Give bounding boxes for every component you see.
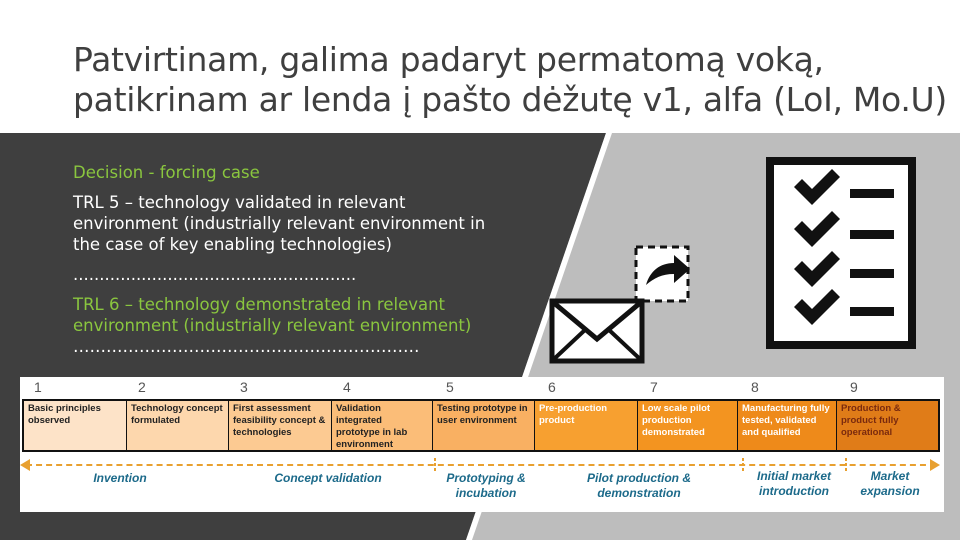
title-line-2: patikrinam ar lenda į pašto dėžutę v1, alfa (LoI, Mo.U): [73, 80, 947, 119]
phase-concept-validation: Concept validation: [274, 471, 382, 485]
trl-cell-5: Testing prototype in user environment: [433, 401, 535, 450]
trl-number-7: 7: [650, 379, 658, 395]
trl-number-3: 3: [240, 379, 248, 395]
phase-prototyping: Prototyping & incubation: [446, 471, 526, 500]
phase-initial-market: Initial market introduction: [756, 469, 832, 498]
phase-invention: Invention: [93, 471, 147, 485]
trl-cell-7: Low scale pilot production demonstrated: [638, 401, 738, 450]
trl-cell-6: Pre-production product: [535, 401, 638, 450]
trl6-text: TRL 6 – technology demonstrated in relevant environment (industrially relevant environment): [73, 295, 472, 335]
trl-number-4: 4: [343, 379, 351, 395]
trl-cell-8: Manufacturing fully tested, validated and qualified: [738, 401, 837, 450]
trl-number-2: 2: [138, 379, 146, 395]
trl-cell-2: Technology concept formulated: [127, 401, 229, 450]
phase-market-expansion: Market expansion: [860, 469, 920, 498]
dots-separator-1: ......................................................: [73, 265, 357, 284]
checklist-icon: [766, 157, 916, 349]
trl-number-1: 1: [34, 379, 42, 395]
trl5-text: TRL 5 – technology validated in relevant environment (industrially relevant environment in the case of key enabling technologies): [73, 193, 486, 254]
envelope-forward-icon: [548, 243, 698, 365]
trl-cell-3: First assessment feasibility concept & technologies: [229, 401, 332, 450]
trl-number-8: 8: [751, 379, 759, 395]
title-line-1: Patvirtinam, galima padaryt permatomą voką,: [73, 40, 824, 79]
trl-cell-1: Basic principles observed: [24, 401, 127, 450]
trl-cell-4: Validation integrated prototype in lab environment: [332, 401, 433, 450]
trl-bar: [22, 399, 940, 452]
trl-scale: [20, 377, 944, 512]
trl-number-6: 6: [548, 379, 556, 395]
decision-heading: Decision - forcing case: [73, 163, 260, 182]
trl-number-9: 9: [850, 379, 858, 395]
dots-separator-2: ………………………………………………………: [73, 337, 420, 356]
trl-cell-9: Production & product fully operational: [837, 401, 938, 450]
phase-pilot-production: Pilot production & demonstration: [587, 471, 691, 500]
trl-number-5: 5: [446, 379, 454, 395]
text-block: [73, 162, 493, 357]
